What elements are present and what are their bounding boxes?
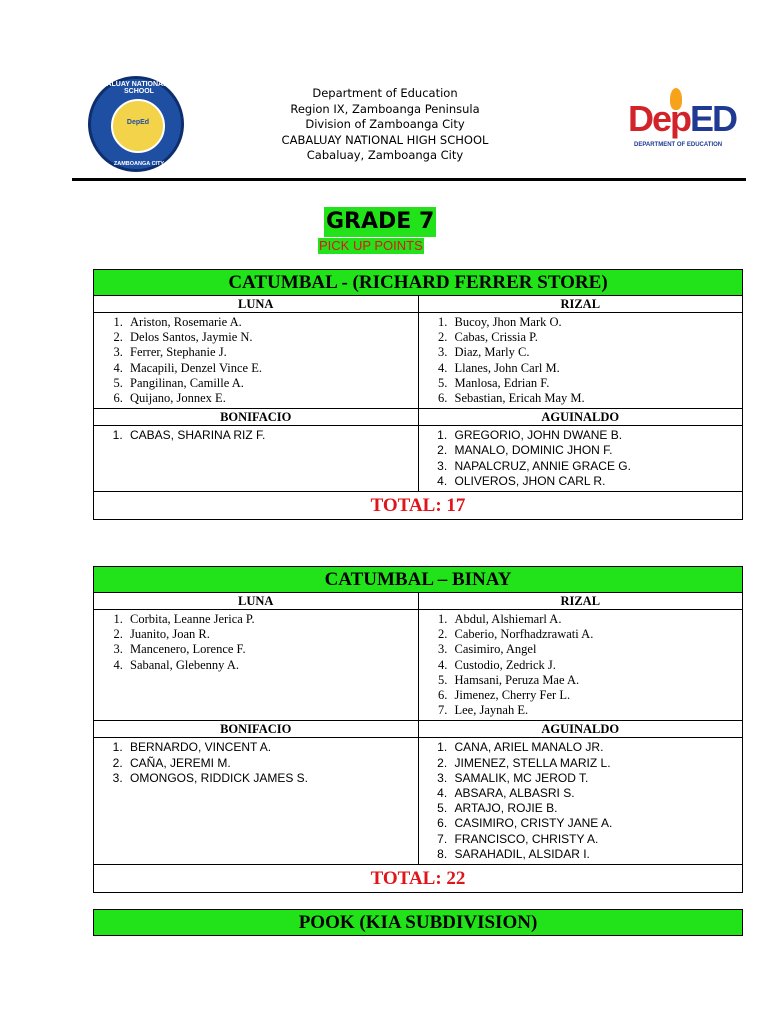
list-item: 1. Abdul, Alshiemarl A. <box>451 612 743 627</box>
column-header-bonifacio: BONIFACIO <box>94 721 419 738</box>
seal-center <box>111 99 165 153</box>
seal-ring-text: CABALUAY NATIONAL HIGH SCHOOL <box>91 81 187 95</box>
section-total: TOTAL: 22 <box>94 865 743 893</box>
column-header-bonifacio: BONIFACIO <box>94 409 419 426</box>
header-line-1: Department of Education <box>312 86 458 100</box>
aguinaldo-list <box>419 428 743 489</box>
list-item: 4. Macapili, Denzel Vince E. <box>126 361 418 376</box>
rizal-list-cell <box>418 313 743 409</box>
list-item: 1. CANA, ARIEL MANALO JR. <box>451 740 743 755</box>
pickup-section-table <box>93 566 743 893</box>
letterhead <box>240 86 530 164</box>
list-item: 3. SAMALIK, MC JEROD T. <box>451 771 743 786</box>
list-item: 2. JIMENEZ, STELLA MARIZ L. <box>451 756 743 771</box>
header-line-2: Region IX, Zamboanga Peninsula <box>290 101 480 116</box>
luna-list-cell <box>94 610 419 721</box>
list-item: 1. Bucoy, Jhon Mark O. <box>451 315 743 330</box>
list-item: 3. Ferrer, Stephanie J. <box>126 345 418 360</box>
luna-list-cell <box>94 313 419 409</box>
aguinaldo-list <box>419 740 743 862</box>
list-item: 6. Jimenez, Cherry Fer L. <box>451 688 743 703</box>
list-item: 8. SARAHADIL, ALSIDAR I. <box>451 847 743 862</box>
header-line-4: CABALUAY NATIONAL HIGH SCHOOL <box>281 132 489 147</box>
list-item: 3. Mancenero, Lorence F. <box>126 642 418 657</box>
column-header-aguinaldo: AGUINALDO <box>418 409 743 426</box>
pickup-section-table <box>93 909 743 936</box>
bonifacio-list-cell <box>94 738 419 865</box>
list-item: 2. Juanito, Joan R. <box>126 627 418 642</box>
seal-bottom-text: ZAMBOANGA CITY <box>113 161 165 167</box>
school-seal-logo <box>88 76 187 172</box>
luna-list <box>94 315 418 406</box>
header-line-3: Division of Zamboanga City <box>305 117 465 131</box>
deped-logo <box>628 88 743 158</box>
list-item: 2. MANALO, DOMINIC JHON F. <box>451 443 743 458</box>
list-item: 7. FRANCISCO, CHRISTY A. <box>451 832 743 847</box>
list-item: 6. CASIMIRO, CRISTY JANE A. <box>451 816 743 831</box>
pickup-section-table <box>93 269 743 520</box>
list-item: 4. OLIVEROS, JHON CARL R. <box>451 474 743 489</box>
list-item: 5. Hamsani, Peruza Mae A. <box>451 673 743 688</box>
list-item: 3. Casimiro, Angel <box>451 642 743 657</box>
deped-wordmark: DepED <box>628 98 737 139</box>
deped-subtitle: DEPARTMENT OF EDUCATION <box>634 142 723 148</box>
column-header-luna: LUNA <box>94 296 419 313</box>
list-item: 6. Quijano, Jonnex E. <box>126 391 418 406</box>
list-item: 6. Sebastian, Ericah May M. <box>451 391 743 406</box>
bonifacio-list <box>94 740 418 786</box>
column-header-luna: LUNA <box>94 593 419 610</box>
list-item: 2. Delos Santos, Jaymie N. <box>126 330 418 345</box>
section-total: TOTAL: 17 <box>94 492 743 520</box>
list-item: 4. Sabanal, Glebenny A. <box>126 658 418 673</box>
section-title: POOK (KIA SUBDIVISION) <box>94 910 743 936</box>
header-line-5: Cabaluay, Zamboanga City <box>306 148 464 162</box>
aguinaldo-list-cell <box>418 426 743 492</box>
list-item: 5. Pangilinan, Camille A. <box>126 376 418 391</box>
column-header-rizal: RIZAL <box>418 296 743 313</box>
list-item: 1. Ariston, Rosemarie A. <box>126 315 418 330</box>
column-header-aguinaldo: AGUINALDO <box>418 721 743 738</box>
list-item: 5. ARTAJO, ROJIE B. <box>451 801 743 816</box>
list-item: 5. Manlosa, Edrian F. <box>451 376 743 391</box>
grade-title: GRADE 7 <box>324 207 436 237</box>
list-item: 2. Caberio, Norfhadzrawati A. <box>451 627 743 642</box>
list-item: 4. Custodio, Zedrick J. <box>451 658 743 673</box>
list-item: 1. GREGORIO, JOHN DWANE B. <box>451 428 743 443</box>
aguinaldo-list-cell <box>418 738 743 865</box>
list-item: 1. BERNARDO, VINCENT A. <box>126 740 418 755</box>
pickup-points-label: PICK UP POINTS <box>319 238 423 253</box>
list-item: 1. Corbita, Leanne Jerica P. <box>126 612 418 627</box>
header-divider <box>72 178 746 181</box>
section-title: CATUMBAL – BINAY <box>94 567 743 593</box>
column-header-rizal: RIZAL <box>418 593 743 610</box>
list-item: 2. Cabas, Crissia P. <box>451 330 743 345</box>
seal-inner-text: DepEd <box>126 119 150 126</box>
luna-list <box>94 612 418 673</box>
list-item: 3. Diaz, Marly C. <box>451 345 743 360</box>
list-item: 3. NAPALCRUZ, ANNIE GRACE G. <box>451 459 743 474</box>
list-item: 3. OMONGOS, RIDDICK JAMES S. <box>126 771 418 786</box>
list-item: 4. Llanes, John Carl M. <box>451 361 743 376</box>
bonifacio-list-cell <box>94 426 419 492</box>
list-item: 2. CAÑA, JEREMI M. <box>126 756 418 771</box>
rizal-list <box>419 315 743 406</box>
list-item: 1. CABAS, SHARINA RIZ F. <box>126 428 418 443</box>
rizal-list-cell <box>418 610 743 721</box>
list-item: 7. Lee, Jaynah E. <box>451 703 743 718</box>
bonifacio-list <box>94 428 418 443</box>
list-item: 4. ABSARA, ALBASRI S. <box>451 786 743 801</box>
section-title: CATUMBAL - (RICHARD FERRER STORE) <box>94 270 743 296</box>
rizal-list <box>419 612 743 718</box>
